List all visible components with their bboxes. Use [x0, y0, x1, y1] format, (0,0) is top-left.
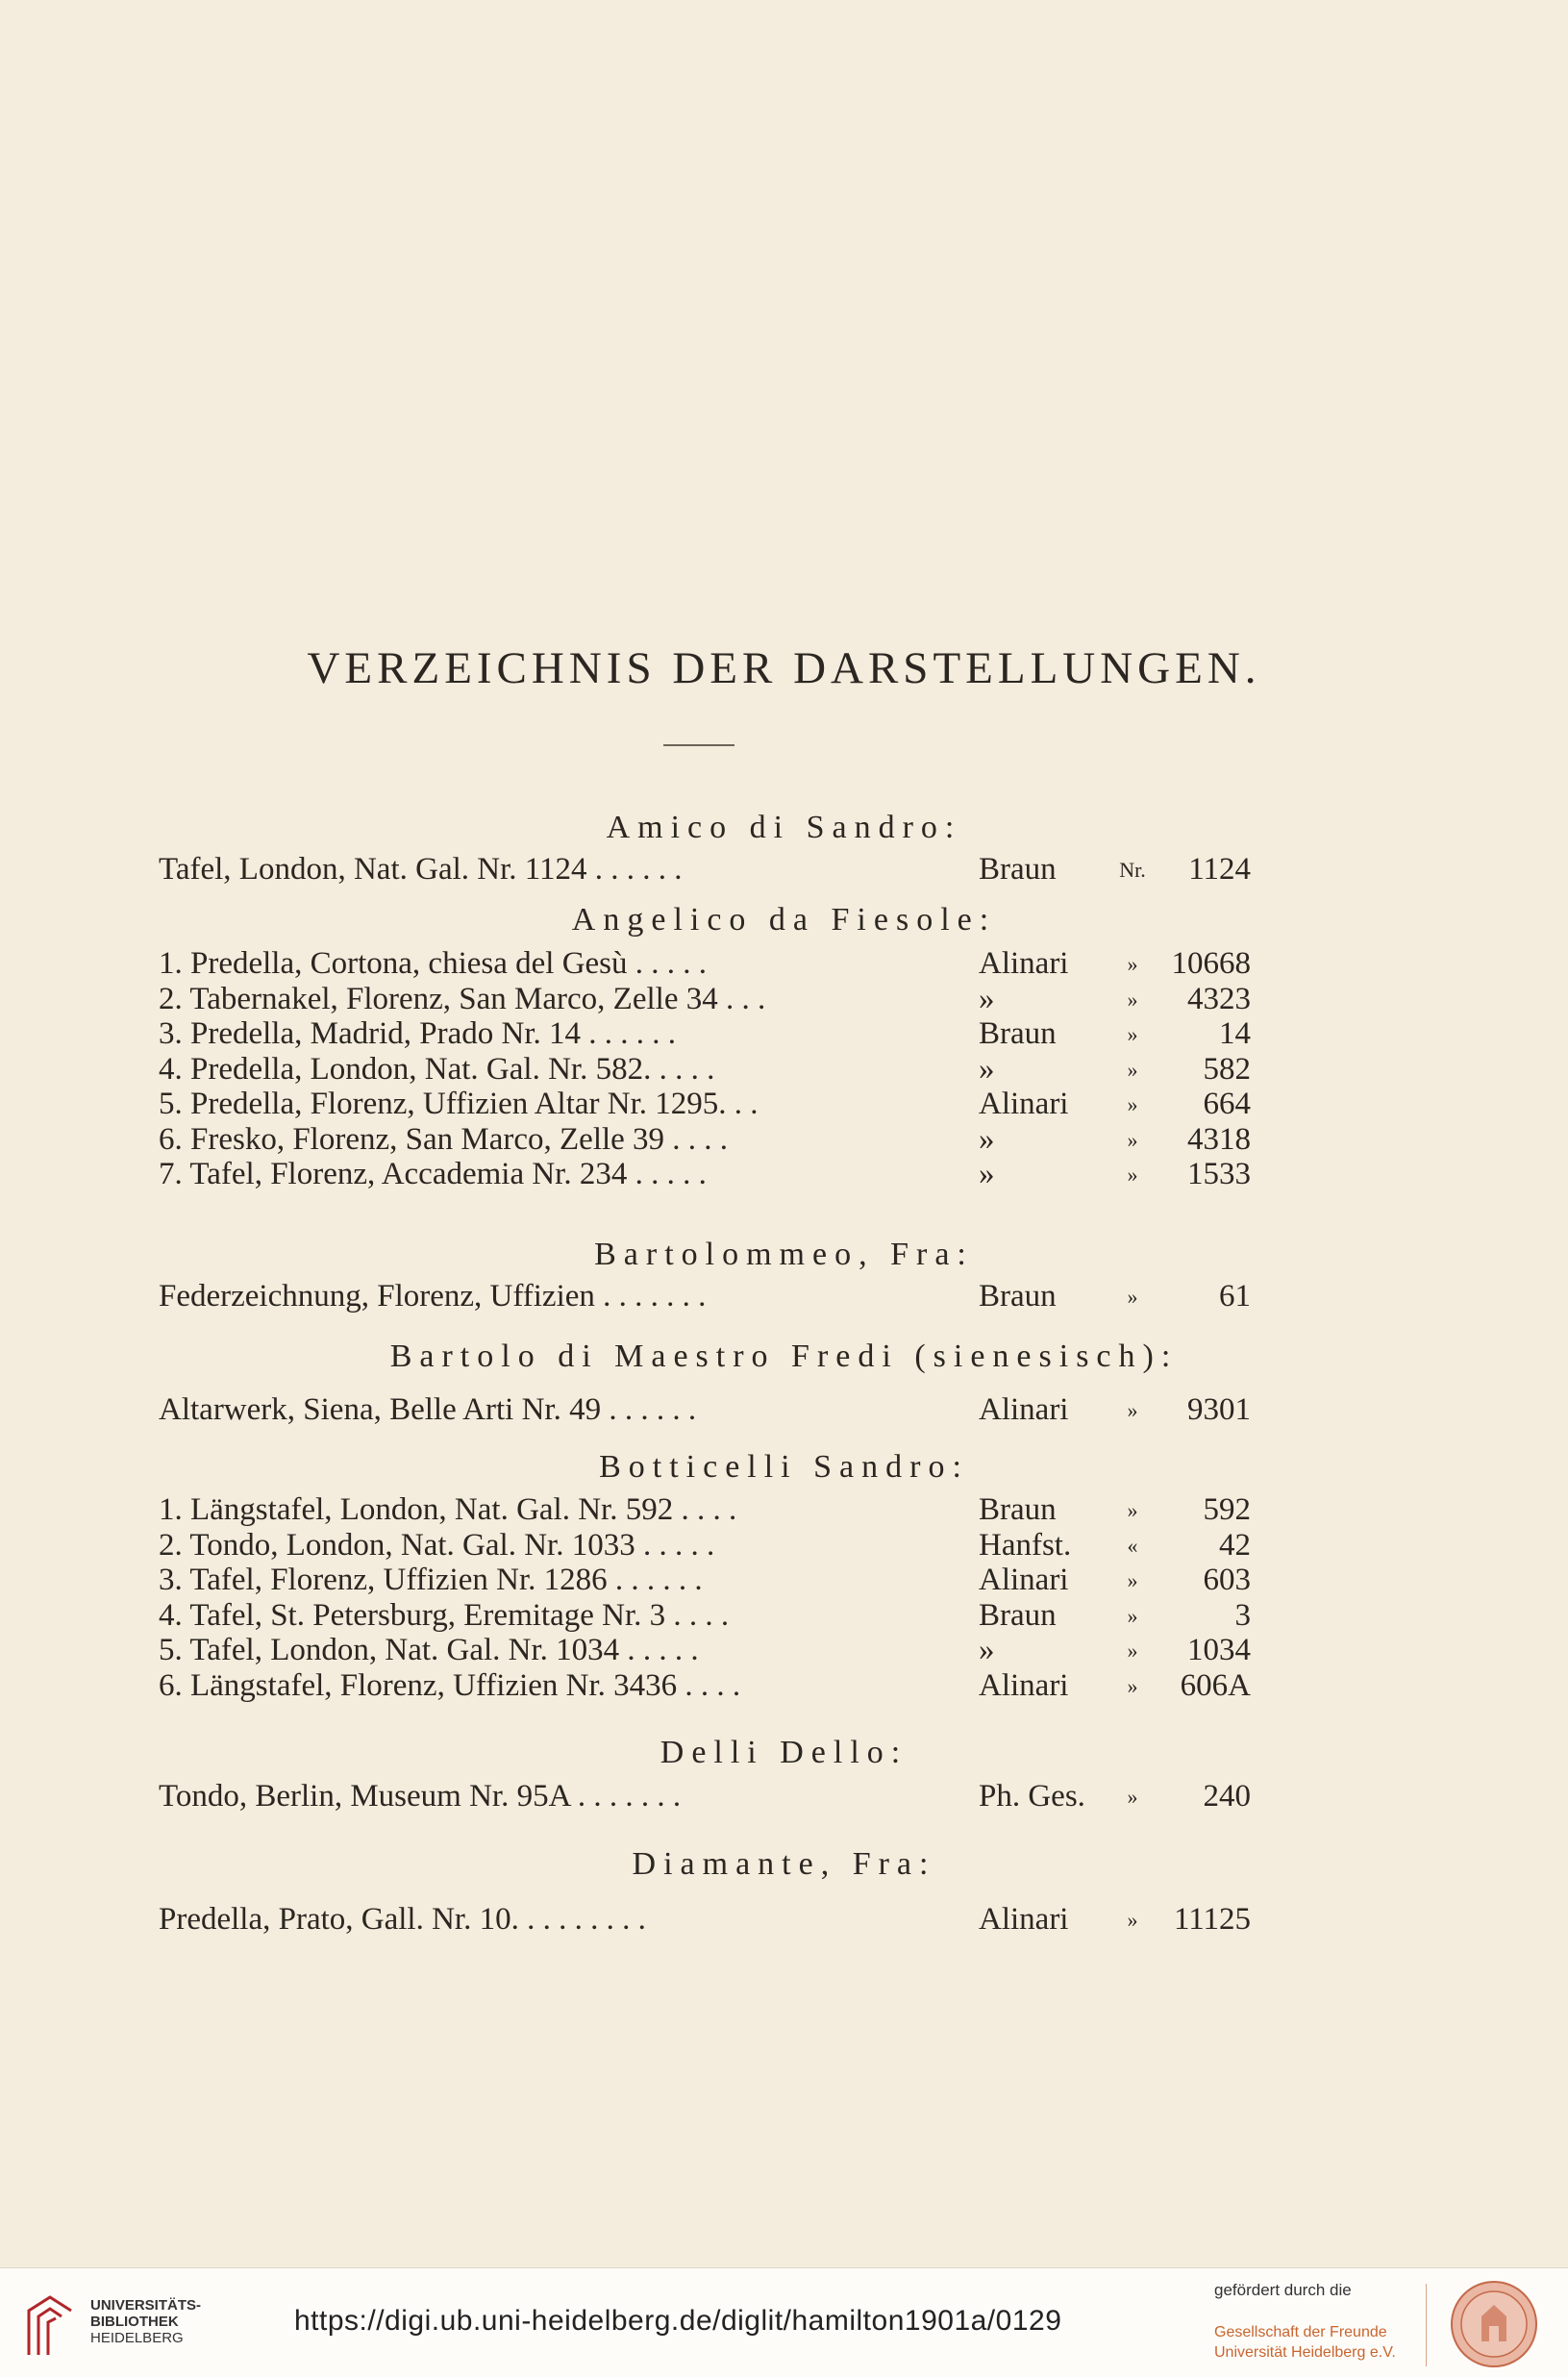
entry-abbrev: »: [1127, 952, 1138, 976]
entry-number: 664: [1203, 1087, 1251, 1121]
entry-number: 592: [1203, 1492, 1251, 1527]
entry-abbrev: »: [1127, 1127, 1138, 1152]
entry-number: 4318: [1187, 1121, 1251, 1157]
entry-abbrev: »: [1127, 1673, 1138, 1698]
list-item: [0, 1392, 1568, 1429]
entry-source: Alinari: [979, 946, 1069, 981]
list-item: [0, 852, 1568, 888]
entry-source: »: [979, 1157, 995, 1191]
entry-number: 9301: [1187, 1392, 1251, 1427]
list-item: [0, 946, 1568, 983]
list-item: [0, 1122, 1568, 1159]
entry-source: Braun: [979, 1279, 1057, 1314]
entry-source: Alinari: [979, 1902, 1069, 1937]
list-item: [0, 1528, 1568, 1564]
entry-number: 4323: [1187, 981, 1251, 1016]
entry-abbrev: »: [1127, 1398, 1138, 1422]
entry-source: Alinari: [979, 1563, 1069, 1597]
section-heading: Bartolommeo, Fra:: [594, 1237, 974, 1272]
entry-source: Alinari: [979, 1087, 1069, 1121]
list-item: [0, 1279, 1568, 1315]
ub-heidelberg-logo-icon: [21, 2293, 79, 2357]
permalink-url[interactable]: https://digi.ub.uni-heidelberg.de/diglit/hamilton1901a/0129: [294, 2305, 1062, 2337]
entry-source: Braun: [979, 1492, 1057, 1527]
list-item: [0, 1633, 1568, 1669]
entry-title: 6. Fresko, Florenz, San Marco, Zelle 39 . . . .: [159, 1121, 729, 1157]
footer-bar: [0, 2267, 1568, 2377]
entry-number: 1533: [1187, 1157, 1251, 1191]
entry-number: 10668: [1171, 946, 1251, 981]
entry-title: Altarwerk, Siena, Belle Arti Nr. 49 . . . . . .: [159, 1392, 697, 1427]
entry-source: Braun: [979, 1016, 1057, 1051]
library-name: UNIVERSITÄTS- BIBLIOTHEK HEIDELBERG: [90, 2297, 202, 2346]
entry-abbrev: »: [1127, 1022, 1138, 1046]
funded-by-label: gefördert durch die: [1214, 2281, 1352, 2299]
entry-source: Braun: [979, 1597, 1057, 1633]
entry-abbrev: »: [1127, 1092, 1138, 1116]
entry-abbrev: »: [1127, 1498, 1138, 1522]
entry-number: 61: [1219, 1279, 1251, 1314]
entry-title: Tafel, London, Nat. Gal. Nr. 1124 . . . . . .: [159, 852, 683, 887]
entry-title: 5. Tafel, London, Nat. Gal. Nr. 1034 . . . . .: [159, 1633, 699, 1667]
entry-abbrev: »: [1127, 1568, 1138, 1592]
list-item: [0, 1052, 1568, 1088]
entry-title: 1. Längstafel, London, Nat. Gal. Nr. 592 . . . .: [159, 1492, 737, 1527]
section-heading: Amico di Sandro:: [606, 810, 962, 845]
entry-number: 1124: [1188, 852, 1251, 887]
society-name: Gesellschaft der Freunde Universität Heidelberg e.V.: [1214, 2324, 1396, 2361]
section-heading: Botticelli Sandro:: [599, 1449, 969, 1485]
list-item: [0, 1563, 1568, 1599]
entry-abbrev: »: [1127, 987, 1138, 1012]
entry-abbrev: »: [1127, 1163, 1138, 1187]
entry-abbrev: »: [1127, 1603, 1138, 1628]
list-item: [0, 982, 1568, 1018]
entry-source: Hanfst.: [979, 1527, 1072, 1563]
list-item: [0, 1157, 1568, 1193]
entry-abbrev: »: [1127, 1285, 1138, 1309]
entry-number: 606A: [1180, 1667, 1251, 1703]
list-item: [0, 1492, 1568, 1529]
entry-abbrev: »: [1127, 1057, 1138, 1082]
section-heading: Diamante, Fra:: [632, 1846, 936, 1882]
entry-title: 6. Längstafel, Florenz, Uffizien Nr. 3436 . . . .: [159, 1667, 741, 1703]
entry-title: 4. Tafel, St. Petersburg, Eremitage Nr. 3 . . . .: [159, 1597, 730, 1633]
list-item: [0, 1087, 1568, 1123]
entry-title: 4. Predella, London, Nat. Gal. Nr. 582. . . . .: [159, 1051, 715, 1087]
section-heading: Delli Dello:: [660, 1735, 908, 1770]
list-item: [0, 1779, 1568, 1815]
list-item: [0, 1598, 1568, 1635]
entry-title: Predella, Prato, Gall. Nr. 10. . . . . . . . .: [159, 1902, 646, 1937]
entry-title: 3. Tafel, Florenz, Uffizien Nr. 1286 . . . . . .: [159, 1563, 703, 1597]
entry-source: Braun: [979, 852, 1057, 887]
entry-source: »: [979, 1051, 995, 1087]
list-item: [0, 1016, 1568, 1053]
entry-abbrev: Nr.: [1119, 858, 1146, 882]
entry-source: »: [979, 981, 995, 1016]
entry-abbrev: «: [1127, 1533, 1138, 1558]
entry-source: »: [979, 1121, 995, 1157]
page-title: VERZEICHNIS DER DARSTELLUNGEN.: [307, 643, 1261, 693]
entry-abbrev: »: [1127, 1785, 1138, 1809]
title-rule: [663, 744, 734, 746]
entry-number: 42: [1219, 1527, 1251, 1563]
university-seal-icon: [1445, 2278, 1543, 2370]
entry-source: Ph. Ges.: [979, 1779, 1085, 1814]
footer-divider: [1426, 2284, 1427, 2366]
entry-title: 1. Predella, Cortona, chiesa del Gesù . . . . .: [159, 946, 708, 981]
entry-number: 14: [1219, 1016, 1251, 1051]
entry-source: »: [979, 1633, 995, 1667]
entry-title: 5. Predella, Florenz, Uffizien Altar Nr. 1295. . .: [159, 1087, 759, 1121]
entry-number: 11125: [1173, 1902, 1251, 1937]
entry-abbrev: »: [1127, 1908, 1138, 1932]
list-item: [0, 1668, 1568, 1705]
entry-number: 3: [1234, 1597, 1251, 1633]
entry-title: Tondo, Berlin, Museum Nr. 95A . . . . . . .: [159, 1779, 682, 1814]
entry-source: Alinari: [979, 1667, 1069, 1703]
entry-title: 2. Tabernakel, Florenz, San Marco, Zelle 34 . . .: [159, 981, 766, 1016]
entry-number: 240: [1203, 1779, 1251, 1814]
entry-source: Alinari: [979, 1392, 1069, 1427]
entry-title: Federzeichnung, Florenz, Uffizien . . . . . . .: [159, 1279, 707, 1314]
entry-title: 2. Tondo, London, Nat. Gal. Nr. 1033 . . . . .: [159, 1527, 715, 1563]
entry-number: 582: [1203, 1051, 1251, 1087]
entry-title: 7. Tafel, Florenz, Accademia Nr. 234 . . . . .: [159, 1157, 707, 1191]
entry-number: 603: [1203, 1563, 1251, 1597]
entry-title: 3. Predella, Madrid, Prado Nr. 14 . . . . . .: [159, 1016, 677, 1051]
entry-abbrev: »: [1127, 1639, 1138, 1663]
entry-number: 1034: [1187, 1633, 1251, 1667]
section-heading: Bartolo di Maestro Fredi (sienesisch):: [389, 1339, 1179, 1374]
list-item: [0, 1902, 1568, 1939]
section-heading: Angelico da Fiesole:: [571, 902, 997, 938]
